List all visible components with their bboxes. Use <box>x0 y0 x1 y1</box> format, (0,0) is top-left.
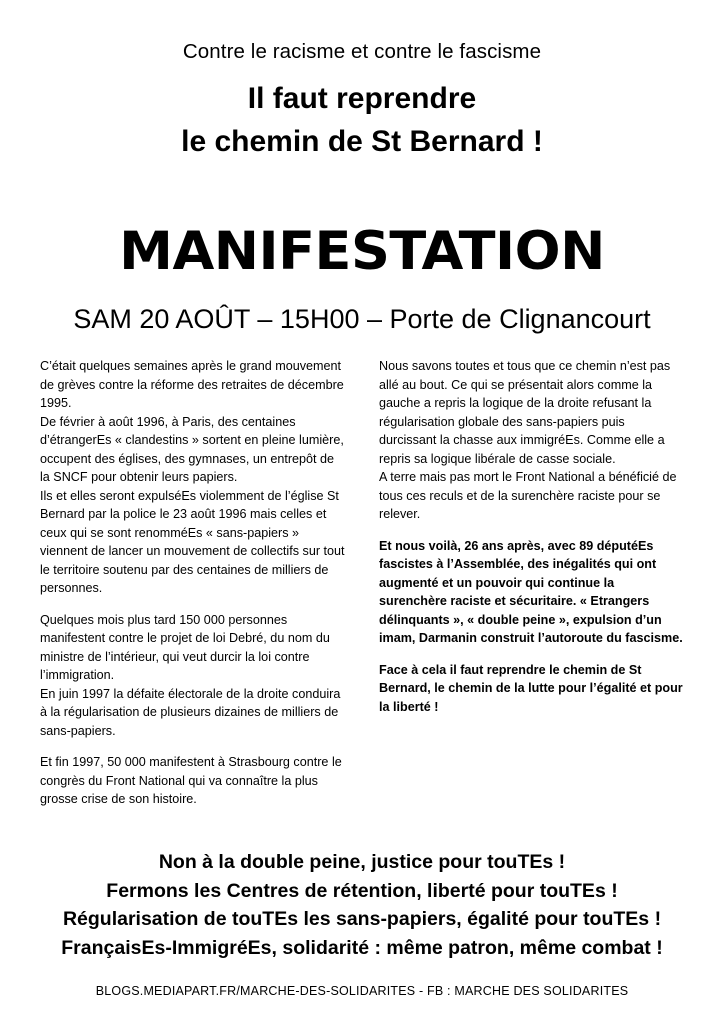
poster-headline <box>34 78 690 163</box>
paragraph: Quelques mois plus tard 150 000 personnes manifestent contre le projet de loi Debré, du nom du ministre de l’intérieur, qui veut durcir la loi contre l’immigration. <box>40 612 330 683</box>
slogan-item: Non à la double peine, justice pour touTEs ! <box>158 850 566 873</box>
right-column <box>379 357 684 822</box>
event-type-title: MANIFESTATION <box>119 221 605 283</box>
paragraph: En juin 1997 la défaite électorale de la droite conduira à la régularisation de plusieurs dizaines de milliers de sans-papiers. <box>40 686 341 738</box>
left-column <box>40 357 345 822</box>
paragraph-emphasis: Face à cela il faut reprendre le chemin de St Bernard, le chemin de la lutte pour l’égalité et pour la liberté ! <box>379 662 683 714</box>
headline-line-1: Il faut reprendre <box>247 82 477 115</box>
poster-kicker: Contre le racisme et contre le fascisme <box>182 40 542 63</box>
slogan-item: FrançaisEs-ImmigréEs, solidarité : même patron, même combat ! <box>61 937 663 960</box>
slogan-item: Régularisation de touTEs les sans-papiers, égalité pour touTEs ! <box>62 908 662 931</box>
paragraph: De février à août 1996, à Paris, des centaines d’étrangerEs « clandestins » sortent en pleine lumière, occupent des églises, des gymnases, un entrepôt de la SNCF pour obtenir leurs papiers. <box>40 414 344 485</box>
paragraph: Ils et elles seront expulséEs violemment de l’église St Bernard par la police le 23 août 1996 mais celles et ceux qui se sont renomméEs « sans-papiers » viennent de lancer un mouvement de collectifs sur tout le territoire soutenu par des centaines de milliers de personnes. <box>40 488 345 596</box>
paragraph: A terre mais pas mort le Front National a bénéficié de tous ces reculs et de la surenchère raciste pour se relever. <box>379 470 677 522</box>
footer-contact: BLOGS.MEDIAPART.FR/MARCHE-DES-SOLIDARITES - FB : MARCHE DES SOLIDARITES <box>95 984 629 998</box>
paragraph: Nous savons toutes et tous que ce chemin n’est pas allé au bout. Ce qui se présentait alors comme la gauche a repris la logique de la droite refusant la régularisation globale des sans-papiers puis durcissant la chasse aux immigréEs. Comme elle a repris sa logique libérale de casse sociale. <box>379 359 671 466</box>
slogan-item: Fermons les Centres de rétention, liberté pour touTEs ! <box>106 879 618 902</box>
event-date-location: SAM 20 AOÛT – 15H00 – Porte de Clignancourt <box>73 304 651 335</box>
paragraph: C’était quelques semaines après le grand mouvement de grèves contre la réforme des retraites de décembre 1995. <box>40 359 344 411</box>
paragraph-emphasis: Et nous voilà, 26 ans après, avec 89 députéEs fascistes à l’Assemblée, des inégalités qui ont augmenté et un pouvoir qui continue la surenchère raciste et sécuritaire. « Etrangers délinquants », « double peine », expulsion d’un imam, Darmanin construit l’autoroute du fascisme. <box>379 538 683 646</box>
paragraph: Et fin 1997, 50 000 manifestent à Strasbourg contre le congrès du Front National qui va connaître la plus grosse crise de son histoire. <box>40 755 342 807</box>
body-columns <box>34 357 690 822</box>
slogan-list <box>34 848 690 963</box>
headline-line-2: le chemin de St Bernard ! <box>181 124 543 158</box>
